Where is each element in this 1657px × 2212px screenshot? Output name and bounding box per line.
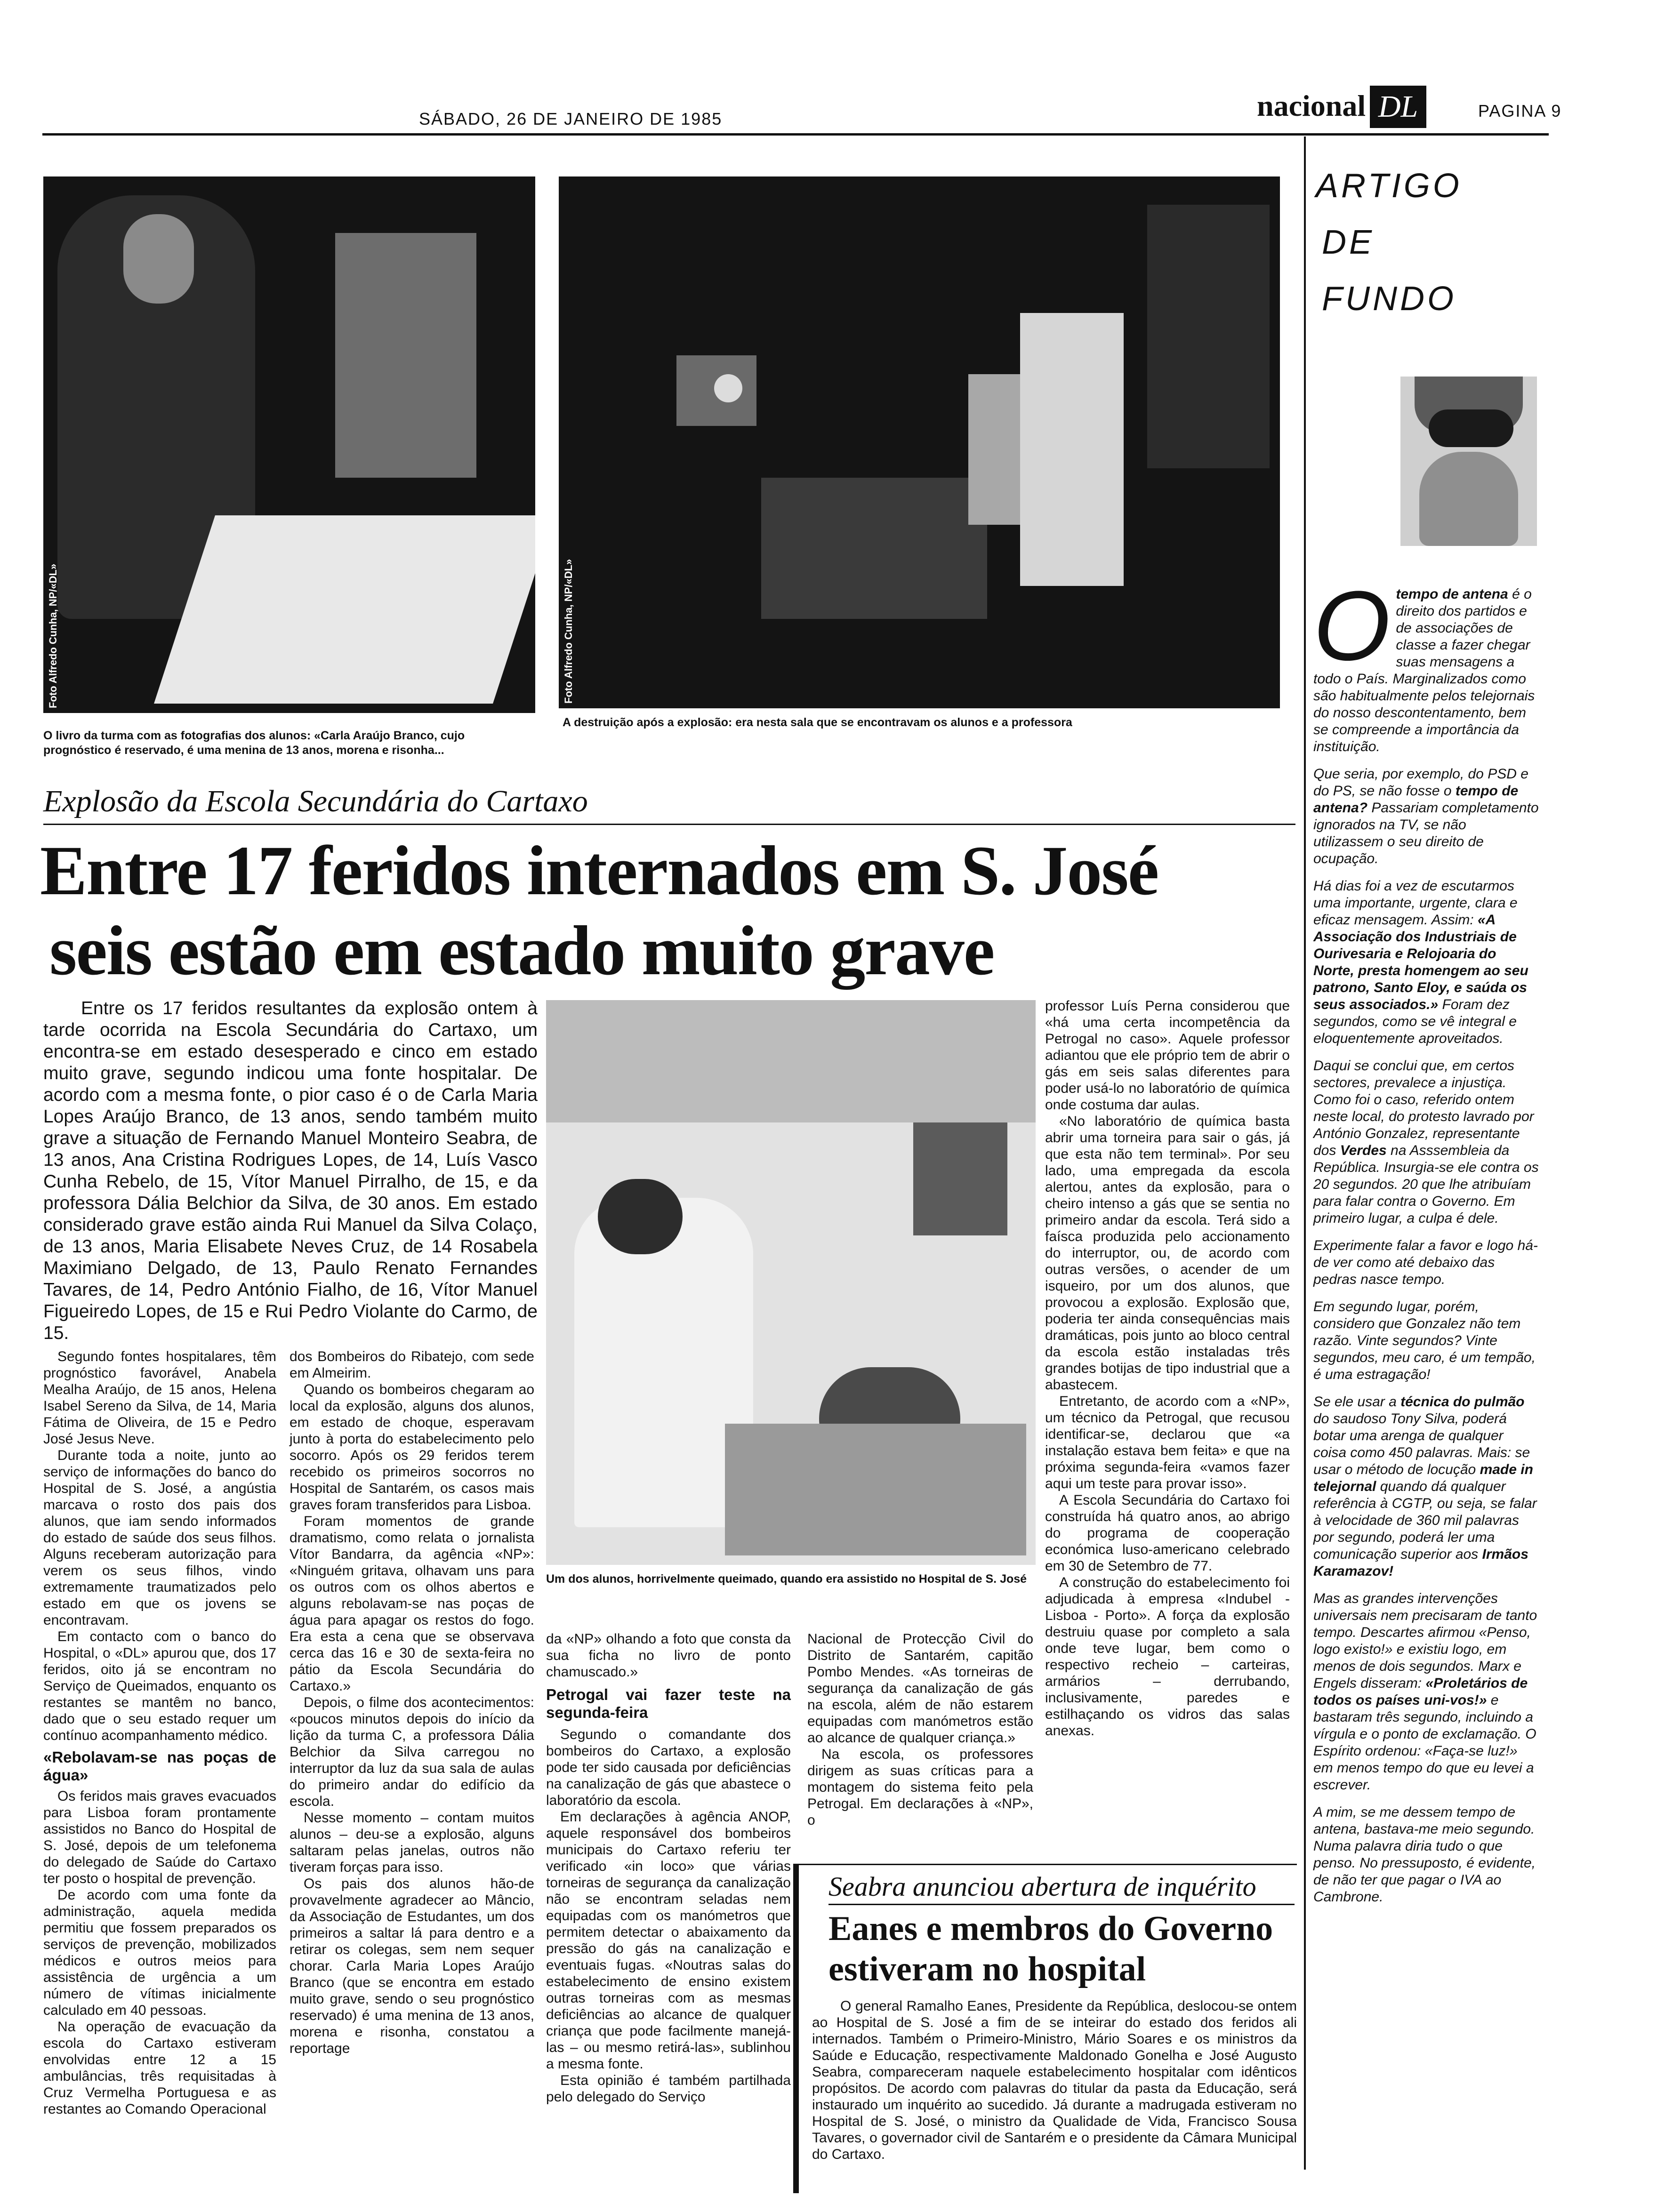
- sidebar-paragraph-8: [1313, 1590, 1539, 1794]
- eanes-kicker-rule: [828, 1904, 1295, 1905]
- article-column-5: [1045, 998, 1290, 1739]
- sidebar-title-line2: DE: [1322, 224, 1375, 261]
- col2-paragraph: Depois, o filme dos acontecimentos: «poucos minutos depois do início da lição da turma C, a professora Dália Belchior da Silva carregou no interruptor da luz da sua sala de aulas do primeiro andar do edifício da escola.: [290, 1695, 534, 1809]
- article-column-2: [290, 1348, 534, 2057]
- sidebar-paragraph-2: [1313, 766, 1539, 867]
- sidebar-paragraph-5: Experimente falar a favor e logo há-de ver como até debaixo das pedras nasce tempo.: [1313, 1238, 1538, 1287]
- sidebar-p7-rest: do saudoso Tony Silva, poderá botar uma arenga de qualquer coisa como 450 palavras. Mais: se usar o método de locução: [1313, 1411, 1530, 1477]
- sidebar-p2-text: Que seria, por exemplo, do PSD e do PS, se não fosse o: [1313, 766, 1528, 799]
- eanes-box-top-rule: [793, 1864, 1297, 1865]
- columnist-portrait: [1400, 377, 1537, 546]
- page-number: PAGINA 9: [1478, 101, 1562, 120]
- photo2-credit: Foto Alfredo Cunha, NP/«DL»: [563, 559, 574, 704]
- sidebar-divider: [1304, 136, 1306, 2170]
- class-book-photo: [43, 176, 535, 713]
- sidebar-title-line3: FUNDO: [1322, 280, 1456, 318]
- destroyed-classroom-photo: [559, 176, 1280, 708]
- col5-paragraph: Entretanto, de acordo com a «NP», um técnico da Petrogal, que recusou identificar-se, declarou que «a instalação estava bem feita» e que na próxima segunda-feira «vamos fazer aqui um teste para provar isso».: [1045, 1394, 1290, 1491]
- photo1-credit: Foto Alfredo Cunha, NP/«DL»: [47, 563, 59, 708]
- article-column-4: [807, 1631, 1033, 1828]
- col4-paragraph: Na escola, os professores dirigem as suas críticas para a montagem do sistema feito pela Petrogal. Em declarações à «NP», o: [807, 1747, 1033, 1828]
- issue-date: SÁBADO, 26 DE JANEIRO DE 1985: [419, 109, 723, 128]
- headline-line-2: seis estão em estado muito grave: [49, 912, 994, 990]
- sidebar-p7-rest2: quando dá qualquer referência à CGTP, ou seja, se falar à velocidade de 360 mil palavras por segundo, poderá ler uma comunicação superior aos: [1313, 1479, 1537, 1562]
- header-rule: [42, 133, 1549, 136]
- sidebar-paragraph-4: [1313, 1058, 1539, 1227]
- burned-student-photo: [546, 1000, 1036, 1565]
- sidebar-p8-rest: e bastaram três segundo, incluindo a vírgula e o ponto de exclamação. O Espírito ordenou: «Faça-se luz!» em menos tempo do que eu levei a escrever.: [1313, 1692, 1536, 1793]
- col2-paragraph: Nesse momento – contam muitos alunos – deu-se a explosão, alguns saltaram pelas janelas, outros não tiveram forças para isso.: [290, 1810, 534, 1875]
- sidebar-p8-bold: «Proletários de todos os países uni-vos!»: [1313, 1675, 1528, 1708]
- col1-paragraph: Os feridos mais graves evacuados para Lisboa foram prontamente assistidos no Banco do Hospital de S. José, depois de um telefonema do delegado de Saúde do Cartaxo ter posto o hospital de prevenção.: [43, 1788, 276, 1886]
- sidebar-paragraph-7: [1313, 1394, 1539, 1580]
- article-column-3: [546, 1631, 791, 2105]
- dropcap-letter: O: [1313, 570, 1391, 681]
- sidebar-p4-rest: na Asssembleia da República. Insurgia-se ele contra os 20 segundos. 20 que lhe atribuíam para falar contra o Governo. Em primeiro lugar, a culpa é dele.: [1313, 1143, 1539, 1226]
- col5-paragraph: professor Luís Perna considerou que «há uma certa incompetência da Petrogal no caso». Aquele professor adiantou que ele próprio tem de abrir o gás em seis salas diferentes para poder usá-lo no laboratório de química onde costuma dar aulas.: [1045, 998, 1290, 1113]
- col5-paragraph: A Escola Secundária do Cartaxo foi construída há quatro anos, ao abrigo do programa de cooperação económica luso-americano celebrado em 30 de Setembro de 77.: [1045, 1492, 1290, 1574]
- col3-paragraph: da «NP» olhando a foto que consta da sua ficha no livro de ponto chamuscado.»: [546, 1631, 791, 1680]
- col3-paragraph: Segundo o comandante dos bombeiros do Cartaxo, a explosão pode ter sido causada por deficiências na canalização de gás que abastece o laboratório da escola.: [546, 1727, 791, 1808]
- sidebar-p3-rest: Foram dez segundos, como se vê integral e eloquentemente aproveitados.: [1313, 997, 1517, 1046]
- sidebar-p3-text: Há dias foi a vez de escutarmos uma importante, urgente, clara e eficaz mensagem. Assim:: [1313, 878, 1518, 928]
- section-name: nacional: [1257, 89, 1366, 122]
- sidebar-p4-bold: Verdes: [1340, 1143, 1387, 1158]
- col5-paragraph: A construção do estabelecimento foi adjudicada à empresa «Indubel - Lisboa - Porto». A força da explosão destruiu quase por completo a sala onde teve lugar, bem como o respectivo recheio – carteiras, armários – derrubando, inclusivamente, paredes e estilhaçando os vidros das salas anexas.: [1045, 1575, 1290, 1739]
- sidebar-p7-bold: técnica do pulmão: [1400, 1394, 1525, 1410]
- photo3-caption: Um dos alunos, horrivelmente queimado, quando era assistido no Hospital de S. José: [546, 1572, 1027, 1586]
- sidebar-p8-text: Mas as grandes intervenções universais nem precisaram de tanto tempo. Descartes afirmou «Penso, logo existo!» e existiu logo, em menos de dois segundos. Marx e Engels disseram:: [1313, 1591, 1537, 1691]
- newspaper-logo: DL: [1370, 86, 1426, 128]
- photo1-caption: O livro da turma com as fotografias dos alunos: «Carla Araújo Branco, cujo prognóstico é reservado, é uma menina de 13 anos, morena e risonha...: [43, 729, 465, 757]
- eanes-box-left-rule: [793, 1864, 799, 2193]
- col1-paragraph: Segundo fontes hospitalares, têm prognóstico favorável, Anabela Mealha Araújo, de 15 anos, Helena Isabel Sereno da Silva, de 14, Maria Fátima de Oliveira, de 15 e Pedro José Jesus Neve.: [43, 1349, 276, 1447]
- article-kicker: Explosão da Escola Secundária do Cartaxo: [43, 784, 588, 818]
- article-column-1: [43, 1348, 276, 2117]
- sidebar-p7-bold2: made in telejornal: [1313, 1462, 1533, 1494]
- col1-subhead: «Rebolavam-se nas poças de água»: [43, 1748, 276, 1784]
- col3-paragraph: Esta opinião é também partilhada pelo delegado do Serviço: [546, 2073, 791, 2105]
- sidebar-p1-bold: tempo de antena: [1396, 586, 1508, 602]
- headline-line-1: Entre 17 feridos internados em S. José: [40, 832, 1158, 910]
- col3-subhead: Petrogal vai fazer teste na segunda-feira: [546, 1686, 791, 1721]
- kicker-rule: [43, 824, 1295, 825]
- sidebar-paragraph-9: A mim, se me dessem tempo de antena, bastava-me meio segundo. Numa palavra diria tudo o que penso. No pressuposto, é evidente, de não ter que pagar o IVA ao Cambrone.: [1313, 1804, 1536, 1905]
- col2-paragraph: Quando os bombeiros chegaram ao local da explosão, alguns dos alunos, em estado de choque, esperavam junto à porta do estabelecimento pelo socorro. Após os 29 feridos terem recebido os primeiros socorros no Hospital de Santarém, os casos mais graves foram transferidos para Lisboa.: [290, 1382, 534, 1513]
- sidebar-p4-text: Daqui se conclui que, em certos sectores, prevalece a injustiça. Como foi o caso, referido ontem neste local, do protesto lavrado por António Gonzalez, representante dos: [1313, 1058, 1534, 1158]
- sidebar-paragraph-6: Em segundo lugar, porém, considero que Gonzalez não tem razão. Vinte segundos? Vinte segundos, meu caro, é um tempão, é uma estragação!: [1313, 1299, 1536, 1382]
- sidebar-p1-text: é o direito dos partidos e de associações de classe a fazer chegar suas mensagens a todo o País. Marginalizados como são habitualmente pelos telejornais do nosso descontentamento, bem se compreende a importância da instituição.: [1313, 586, 1535, 754]
- sidebar-p7-bold3: Irmãos Karamazov!: [1313, 1547, 1528, 1579]
- sidebar-column: [1313, 570, 1539, 1906]
- col1-paragraph: Durante toda a noite, junto ao serviço de informações do banco do Hospital de S. José, a angústia marcava o rosto dos pais dos alunos, que iam sendo informados do estado de saúde dos seus filhos. Alguns receberam autorização para verem os seus filhos, vindo extremamente traumatizados pelo estado em que os jovens se encontravam.: [43, 1448, 276, 1628]
- eanes-kicker: Seabra anunciou abertura de inquérito: [828, 1871, 1256, 1902]
- col2-paragraph: Os pais dos alunos hão-de provavelmente agradecer ao Mâncio, da Associação de Estudantes, um dos primeiros a saltar lá para dentro e a retirar os colegas, sem nem sequer chorar. Carla Maria Lopes Araújo Branco (que se encontra em estado muito grave, sendo o seu prognóstico reservado) é uma menina de 13 anos, morena e risonha, constatou a reportage: [290, 1876, 534, 2056]
- sidebar-paragraph-1: [1313, 570, 1539, 755]
- col2-paragraph: Foram momentos de grande dramatismo, como relata o jornalista Vítor Bandarra, da agência «NP»: «Ninguém gritava, olhavam uns para os outros com os olhos abertos e alguns rebolavam-se nas poças de água para apagar os restos do fogo. Era esta a cena que se observava cerca das 16 e 30 de sexta-feira no pátio da Escola Secundária do Cartaxo.»: [290, 1514, 534, 1694]
- sidebar-p3-bold: «A Associação dos Industriais de Ourivesaria e Relojoaria do Norte, presta homengem ao seu patrono, Santo Eloy, e saúda os seus associados.»: [1313, 912, 1528, 1012]
- photo2-caption: A destruição após a explosão: era nesta sala que se encontravam os alunos e a professora: [563, 716, 1072, 729]
- eanes-headline: Eanes e membros do Governo estiveram no hospital: [828, 1909, 1273, 1988]
- col4-paragraph: Nacional de Protecção Civil do Distrito de Santarém, capitão Pombo Mendes. «As torneiras de segurança da canalização de gás na escola, além de não estarem equipadas com manómetros estão ao alcance de qualquer criança.»: [807, 1631, 1033, 1746]
- col1-paragraph: Em contacto com o banco do Hospital, o «DL» apurou que, dos 17 feridos, oito já se encontram no Serviço de Queimados, enquanto os restantes se mantêm no banco, dado que o seu estado requer um contínuo acompanhamento médico.: [43, 1629, 276, 1743]
- sidebar-p7-text: Se ele usar a: [1313, 1394, 1401, 1410]
- col2-paragraph: dos Bombeiros do Ribatejo, com sede em Almeirim.: [290, 1349, 534, 1381]
- article-lead: Entre os 17 feridos resultantes da explosão ontem à tarde ocorrida na Escola Secundária do Cartaxo, um encontra-se em estado desesperado e cinco em estado muito grave, segundo indicou uma fonte hospitalar. De acordo com a mesma fonte, o pior caso é o de Carla Maria Lopes Araújo Branco, de 13 anos, sendo também muito grave a situação de Fernando Manuel Monteiro Seabra, de 13 anos, Ana Cristina Rodrigues Lopes, de 14, Luís Vasco Cunha Rebelo, de 15, Vítor Manuel Pirralho, de 15, e da professora Dália Belchior da Silva, de 30 anos. Em estado considerado grave estão ainda Rui Manuel da Silva Colaço, de 13 anos, Maria Elisabete Neves Cruz, de 14 Rosabela Maximiano Delgado, de 13, Paulo Renato Fernandes Tavares, de 14, Pedro António Fialho, de 16, Vítor Manuel Figueiredo Lopes, de 15 e Rui Pedro Violante do Carmo, de 15.: [43, 998, 538, 1343]
- sidebar-p2-rest: Passariam completamento ignorados na TV, se não utilizassem o seu direito de ocupação.: [1313, 800, 1539, 866]
- sidebar-paragraph-3: [1313, 878, 1539, 1047]
- eanes-article: O general Ramalho Eanes, Presidente da República, deslocou-se ontem ao Hospital de S. José a fim de se inteirar do estado dos feridos ali internados. Também o Primeiro-Ministro, Mário Soares e os ministros da Saúde e Educação, respectivamente Maldonado Gonelha e José Augusto Seabra, compareceram naquele estabelecimento hospitalar com idênticos propósitos. De acordo com palavras do titular da pasta da Educação, será instaurado um inquérito ao sucedido. Já durante a madrugada estiveram no Hospital de S. José, o ministro da Qualidade de Vida, Francisco Sousa Tavares, o governador civil de Santarém e o presidente da Câmara Municipal do Cartaxo.: [812, 1998, 1297, 2162]
- col5-paragraph: «No laboratório de química basta abrir uma torneira para sair o gás, já que esta não tem terminal». Por seu lado, uma empregada da escola alertou, antes da explosão, para o cheiro intenso a gás que se sentia no primeiro andar da escola. Terá sido a faísca produzida pelo accionamento do interruptor, ou, de acordo com outras versões, o acender de um isqueiro, por um dos alunos, que provocou a explosão. Explosão que, poderia ter ainda consequências mais dramáticas, pois junto ao bloco central da escola estão instaladas três grandes botijas de tipo industrial que a abastecem.: [1045, 1114, 1290, 1393]
- col1-paragraph: De acordo com uma fonte da administração, aquela medida permitiu que fossem preparados os serviços de prevenção, mobilizados médicos e outros meios para assistência de urgência a um número de vítimas inicialmente calculado em 40 pessoas.: [43, 1887, 276, 2018]
- sidebar-p2-bold: tempo de antena?: [1313, 783, 1519, 816]
- sidebar-title-line1: ARTIGO: [1316, 167, 1462, 205]
- col3-paragraph: Em declarações à agência ANOP, aquele responsável dos bombeiros municipais do Cartaxo referiu ter verificado «in loco» que várias torneiras de segurança da canalização não se encontram seladas nem equipadas com os manómetros que permitem detectar o abaixamento da pressão do gás na canalização e eventuais fugas. «Noutras salas do estabelecimento de ensino existem outras torneiras com as mesmas deficiências ao alcance de qualquer criança que pode facilmente manejá-las – ou mesmo retirá-las», sublinhou a mesma fonte.: [546, 1809, 791, 2072]
- col1-paragraph: Na operação de evacuação da escola do Cartaxo estiveram envolvidas entre 12 a 15 ambulâncias, três requisitadas à Cruz Vermelha Portuguesa e as restantes ao Comando Operacional: [43, 2019, 276, 2117]
